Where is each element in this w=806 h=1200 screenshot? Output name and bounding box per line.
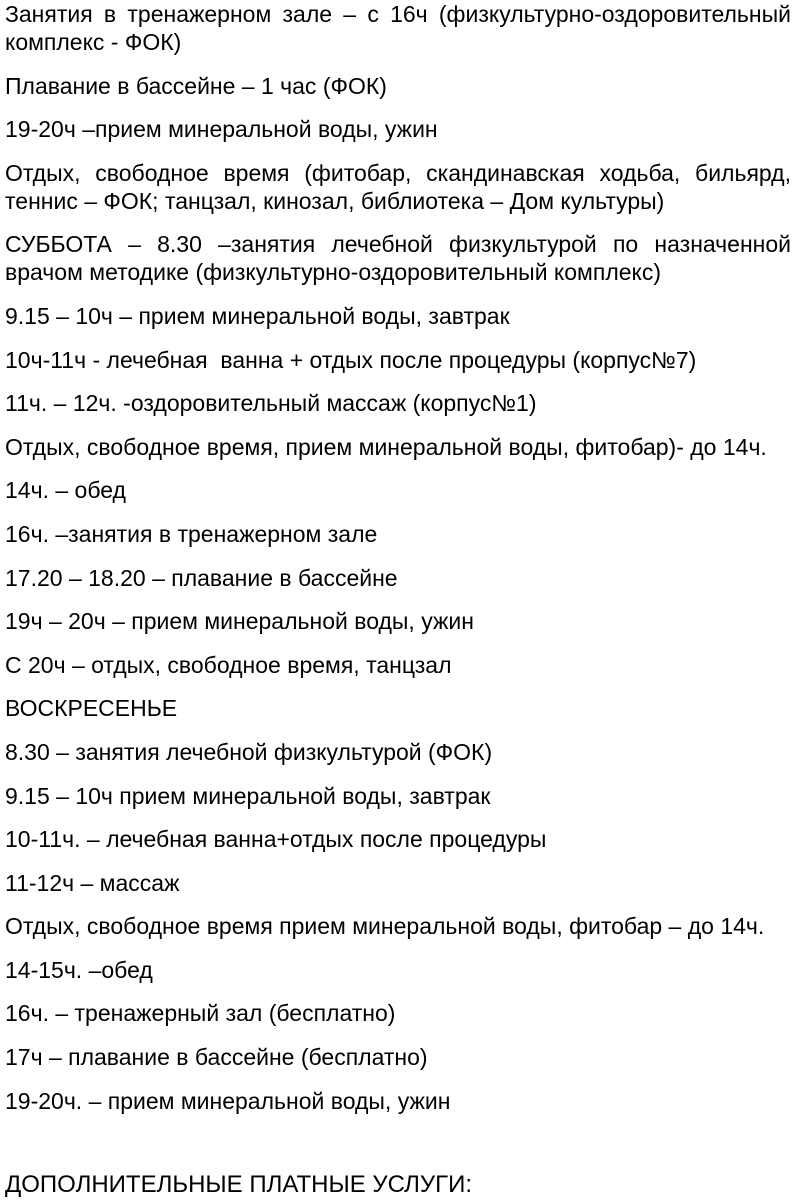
text-line: 9.15 – 10ч прием минеральной воды, завтрак xyxy=(5,782,491,809)
text-line: 19-20ч –прием минеральной воды, ужин xyxy=(5,116,438,143)
blank-line xyxy=(5,1130,791,1154)
paragraph xyxy=(5,869,791,897)
paragraph xyxy=(5,956,791,984)
paragraph xyxy=(5,72,791,100)
text-line: 14-15ч. –обед xyxy=(5,956,153,983)
text-line: 11-12ч – массаж xyxy=(5,869,180,896)
paragraph xyxy=(5,0,791,56)
paragraph xyxy=(5,389,791,417)
paragraph xyxy=(5,782,791,810)
text-line: ДОПОЛНИТЕЛЬНЫЕ ПЛАТНЫЕ УСЛУГИ: xyxy=(5,1170,473,1198)
paragraph xyxy=(5,520,791,548)
text-line: Отдых, свободное время (фитобар, скандинавская ходьба, бильярд, xyxy=(5,159,791,186)
text-line: 16ч. –занятия в тренажерном зале xyxy=(5,520,378,547)
text-line: 17.20 – 18.20 – плавание в бассейне xyxy=(5,564,398,591)
section-heading xyxy=(5,1170,791,1200)
paragraph xyxy=(5,564,791,592)
text-line: 10ч-11ч - лечебная ванна + отдых после процедуры (корпус№7) xyxy=(5,346,697,373)
paragraph xyxy=(5,302,791,330)
paragraph xyxy=(5,651,791,679)
text-line: 10-11ч. – лечебная ванна+отдых после процедуры xyxy=(5,826,547,853)
text-line: Плавание в бассейне – 1 час (ФОК) xyxy=(5,72,387,99)
text-line: 11ч. – 12ч. -оздоровительный массаж (корпус№1) xyxy=(5,390,537,417)
paragraph xyxy=(5,476,791,504)
text-line: теннис – ФОК; танцзал, кинозал, библиотека – Дом культуры) xyxy=(5,187,665,214)
paragraph xyxy=(5,738,791,766)
text-line: врачом методике (физкультурно-оздоровительный комплекс) xyxy=(5,259,662,286)
paragraph xyxy=(5,694,791,722)
paragraph xyxy=(5,1087,791,1115)
text-line: 9.15 – 10ч – прием минеральной воды, завтрак xyxy=(5,302,510,329)
paragraph xyxy=(5,607,791,635)
text-line: 8.30 – занятия лечебной физкультурой (ФОК) xyxy=(5,738,493,765)
paragraph xyxy=(5,115,791,143)
text-line: Отдых, свободное время прием минеральной воды, фитобар – до 14ч. xyxy=(5,913,765,940)
paragraph xyxy=(5,912,791,940)
text-line: СУББОТА – 8.30 –занятия лечебной физкультурой по назначенной xyxy=(5,231,791,258)
text-line: 19-20ч. – прием минеральной воды, ужин xyxy=(5,1087,451,1114)
paragraph xyxy=(5,999,791,1027)
paragraph xyxy=(5,346,791,374)
text-line: ВОСКРЕСЕНЬЕ xyxy=(5,695,178,722)
text-line: 17ч – плавание в бассейне (бесплатно) xyxy=(5,1044,428,1071)
text-line: 16ч. – тренажерный зал (бесплатно) xyxy=(5,1000,396,1027)
text-line: С 20ч – отдых, свободное время, танцзал xyxy=(5,651,452,678)
paragraph xyxy=(5,159,791,215)
text-line: Отдых, свободное время, прием минеральной воды, фитобар)- до 14ч. xyxy=(5,433,767,460)
text-line: комплекс - ФОК) xyxy=(5,29,182,55)
paragraph xyxy=(5,825,791,853)
text-line: Занятия в тренажерном зале – с 16ч (физкультурно-оздоровительный xyxy=(5,1,791,27)
paragraph xyxy=(5,230,791,286)
paragraph xyxy=(5,433,791,461)
text-line: 14ч. – обед xyxy=(5,477,126,504)
paragraph xyxy=(5,1043,791,1071)
text-line: 19ч – 20ч – прием минеральной воды, ужин xyxy=(5,608,474,635)
